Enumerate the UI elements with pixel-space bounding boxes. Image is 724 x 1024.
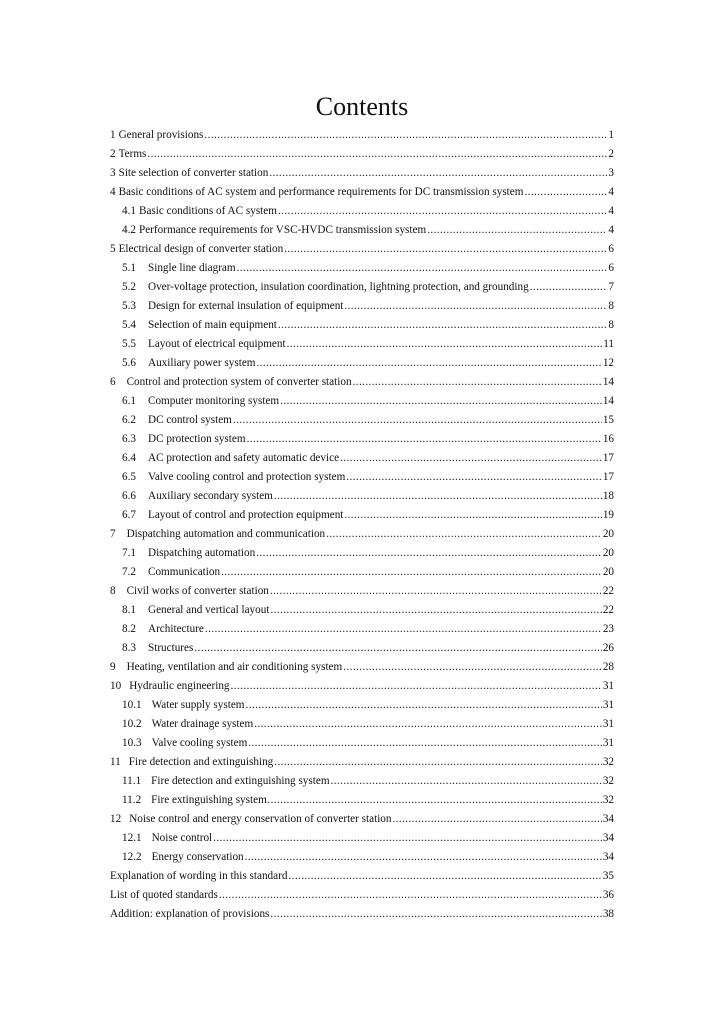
toc-entry-title — [110, 145, 146, 164]
toc-entry-number: 6.5 — [122, 471, 136, 483]
toc-entry-page-number: 38 — [602, 908, 614, 920]
toc-entry-page-number: 32 — [602, 756, 614, 768]
toc-entry-number: 8.2 — [122, 623, 136, 635]
toc-entry-number: 5.5 — [122, 338, 136, 350]
toc-entry-number: 11.1 — [122, 775, 142, 787]
toc-entry-page-number: 22 — [602, 585, 614, 597]
toc-entry-label: Computer monitoring system — [147, 395, 280, 407]
toc-entry-number: 6.4 — [122, 452, 136, 464]
toc-entry[interactable] — [110, 563, 614, 582]
toc-entry-page-number: 7 — [608, 281, 614, 293]
toc-entry-title — [122, 354, 256, 373]
toc-entry-label: Dispatching automation — [147, 547, 256, 559]
toc-entry[interactable] — [110, 373, 614, 392]
toc-entry-number: 5.1 — [122, 262, 136, 274]
toc-entry-title — [122, 601, 269, 620]
toc-entry[interactable] — [110, 715, 614, 734]
toc-entry-title — [110, 525, 325, 544]
toc-entry-label: Fire detection and extinguishing — [128, 756, 274, 768]
toc-entry-page-number: 34 — [602, 851, 614, 863]
dot-leader — [231, 677, 602, 696]
toc-entry-label: Performance requirements for VSC-HVDC transmission system — [138, 224, 427, 236]
dot-leader — [530, 278, 608, 297]
toc-entry-title — [122, 297, 343, 316]
toc-entry-title — [122, 696, 245, 715]
toc-entry[interactable] — [110, 658, 614, 677]
toc-entry-title — [110, 810, 392, 829]
toc-entry-title — [122, 221, 426, 240]
dot-leader — [270, 905, 601, 924]
toc-entry-number: 6.6 — [122, 490, 136, 502]
toc-entry-label: Explanation of wording in this standard — [110, 870, 288, 882]
toc-entry[interactable] — [110, 829, 614, 848]
toc-entry-label: Fire extinguishing system. — [151, 794, 270, 806]
toc-entry-title — [122, 430, 246, 449]
dot-leader — [274, 753, 602, 772]
toc-entry-page-number: 31 — [602, 699, 614, 711]
toc-entry-page-number: 22 — [602, 604, 614, 616]
toc-entry-title — [110, 183, 523, 202]
toc-entry-number: 4 — [110, 186, 116, 198]
dot-leader — [344, 297, 607, 316]
dot-leader — [284, 240, 607, 259]
toc-entry[interactable] — [110, 886, 614, 905]
dot-leader — [278, 316, 607, 335]
toc-entry-page-number: 19 — [602, 509, 614, 521]
toc-entry-title — [122, 734, 247, 753]
dot-leader — [524, 183, 607, 202]
toc-entry-page-number: 20 — [602, 528, 614, 540]
toc-entry-label: Energy conservation — [151, 851, 244, 863]
toc-entry[interactable] — [110, 601, 614, 620]
toc-entry[interactable] — [110, 848, 614, 867]
toc-entry-page-number: 2 — [608, 148, 614, 160]
toc-entry-page-number: 8 — [608, 319, 614, 331]
toc-entry-title — [110, 373, 352, 392]
toc-entry[interactable] — [110, 544, 614, 563]
toc-entry-page-number: 3 — [608, 167, 614, 179]
toc-entry-title — [122, 316, 277, 335]
toc-entry-number: 11 — [110, 756, 121, 768]
toc-entry-title — [122, 639, 193, 658]
toc-entry-number: 12 — [110, 813, 122, 825]
toc-entry-page-number: 6 — [608, 262, 614, 274]
toc-entry-title — [110, 753, 273, 772]
toc-entry-label: Noise control — [151, 832, 213, 844]
toc-entry-page-number: 14 — [602, 376, 614, 388]
toc-entry-page-number: 17 — [602, 452, 614, 464]
toc-entry-page-number: 28 — [602, 661, 614, 673]
toc-entry-title — [110, 867, 287, 886]
toc-entry-page-number: 32 — [602, 775, 614, 787]
toc-entry-number: 5.4 — [122, 319, 136, 331]
toc-entry-title — [122, 202, 277, 221]
toc-entry-label: Basic conditions of AC system and performance requirements for DC transmission system — [118, 186, 524, 198]
toc-entry-page-number: 15 — [602, 414, 614, 426]
toc-entry-label: Terms — [118, 148, 147, 160]
dot-leader — [269, 164, 607, 183]
dot-leader — [237, 259, 608, 278]
toc-entry[interactable] — [110, 582, 614, 601]
toc-entry-number: 6.2 — [122, 414, 136, 426]
toc-entry-number: 4.1 — [122, 205, 136, 217]
dot-leader — [254, 715, 602, 734]
table-of-contents — [110, 126, 614, 924]
toc-entry-number: 7 — [110, 528, 116, 540]
toc-entry-number: 12.2 — [122, 851, 142, 863]
toc-entry-number: 8.3 — [122, 642, 136, 654]
dot-leader — [326, 525, 602, 544]
toc-entry-title — [110, 582, 269, 601]
dot-leader — [287, 335, 603, 354]
toc-entry-page-number: 1 — [608, 129, 614, 141]
toc-entry-title — [122, 278, 529, 297]
toc-entry-title — [110, 886, 218, 905]
dot-leader — [270, 582, 602, 601]
toc-entry-page-number: 35 — [602, 870, 614, 882]
toc-entry[interactable] — [110, 810, 614, 829]
toc-entry-number: 5.2 — [122, 281, 136, 293]
toc-entry-page-number: 20 — [602, 547, 614, 559]
toc-entry-number: 10.2 — [122, 718, 142, 730]
toc-entry-label: DC protection system — [147, 433, 246, 445]
toc-entry[interactable] — [110, 696, 614, 715]
toc-entry-label: Single line diagram — [147, 262, 236, 274]
dot-leader — [247, 430, 602, 449]
toc-entry[interactable] — [110, 335, 614, 354]
dot-leader — [270, 601, 601, 620]
toc-entry-number: 1 — [110, 129, 116, 141]
toc-entry-number: 6.3 — [122, 433, 136, 445]
toc-entry-title — [122, 449, 339, 468]
toc-entry-title — [122, 392, 279, 411]
toc-entry[interactable] — [110, 867, 614, 886]
toc-entry-number: 11.2 — [122, 794, 142, 806]
toc-entry-label: Auxiliary power system — [147, 357, 256, 369]
toc-entry-label: Communication — [147, 566, 221, 578]
toc-entry-number: 2 — [110, 148, 116, 160]
toc-entry-title — [110, 905, 269, 924]
toc-entry-number: 6.7 — [122, 509, 136, 521]
toc-entry-number: 8.1 — [122, 604, 136, 616]
toc-entry-title — [122, 715, 253, 734]
toc-entry-number: 10.3 — [122, 737, 142, 749]
dot-leader — [343, 658, 602, 677]
toc-entry-title — [110, 164, 268, 183]
toc-entry-page-number: 14 — [602, 395, 614, 407]
toc-entry-label: List of quoted standards — [110, 889, 218, 901]
toc-entry[interactable] — [110, 202, 614, 221]
toc-entry-number: 7.2 — [122, 566, 136, 578]
toc-entry[interactable] — [110, 354, 614, 373]
toc-entry-title — [122, 411, 232, 430]
toc-entry[interactable] — [110, 430, 614, 449]
toc-entry[interactable] — [110, 525, 614, 544]
dot-leader — [280, 392, 602, 411]
toc-entry-number: 10 — [110, 680, 122, 692]
toc-entry-title — [110, 240, 283, 259]
dot-leader — [219, 886, 602, 905]
toc-entry-label: Fire detection and extinguishing system — [151, 775, 330, 787]
toc-entry[interactable] — [110, 677, 614, 696]
dot-leader — [340, 449, 602, 468]
dot-leader — [221, 563, 602, 582]
dot-leader — [257, 354, 602, 373]
dot-leader — [271, 791, 602, 810]
toc-entry-label: Layout of electrical equipment — [147, 338, 286, 350]
toc-entry-label: Noise control and energy conservation of converter station — [129, 813, 392, 825]
toc-entry-title — [122, 791, 270, 810]
dot-leader — [274, 487, 602, 506]
toc-entry-page-number: 34 — [602, 832, 614, 844]
toc-entry-label: Water drainage system — [151, 718, 254, 730]
dot-leader — [233, 411, 602, 430]
toc-entry-title — [122, 563, 220, 582]
toc-entry-title — [122, 506, 343, 525]
toc-entry-label: Valve cooling system — [151, 737, 248, 749]
toc-entry-number: 8 — [110, 585, 116, 597]
toc-entry-label: Valve cooling control and protection system — [147, 471, 346, 483]
page-title: Contents — [315, 92, 409, 121]
toc-entry-label: Over-voltage protection, insulation coordination, lightning protection, and grounding — [147, 281, 529, 293]
toc-entry[interactable] — [110, 278, 614, 297]
dot-leader — [248, 734, 602, 753]
toc-entry-label: General and vertical layout — [147, 604, 270, 616]
toc-entry[interactable] — [110, 791, 614, 810]
toc-entry[interactable] — [110, 449, 614, 468]
dot-leader — [194, 639, 601, 658]
toc-entry-label: Civil works of converter station — [126, 585, 269, 597]
toc-entry-page-number: 17 — [602, 471, 614, 483]
toc-entry[interactable] — [110, 164, 614, 183]
toc-entry[interactable] — [110, 411, 614, 430]
dot-leader — [246, 696, 602, 715]
toc-entry-label: General provisions — [118, 129, 204, 141]
toc-entry[interactable] — [110, 487, 614, 506]
toc-entry-page-number: 18 — [602, 490, 614, 502]
toc-entry-title — [122, 772, 330, 791]
toc-entry-title — [110, 126, 203, 145]
toc-entry-label: Auxiliary secondary system — [147, 490, 273, 502]
toc-entry-label: Control and protection system of converter station — [126, 376, 352, 388]
toc-entry-page-number: 4 — [608, 224, 614, 236]
toc-entry-page-number: 4 — [608, 186, 614, 198]
toc-entry-page-number: 23 — [602, 623, 614, 635]
toc-entry-label: Layout of control and protection equipment — [147, 509, 344, 521]
toc-entry-label: Site selection of converter station — [118, 167, 269, 179]
toc-entry-label: Heating, ventilation and air conditioning system — [126, 661, 343, 673]
toc-entry[interactable] — [110, 620, 614, 639]
dot-leader — [213, 829, 602, 848]
dot-leader — [331, 772, 602, 791]
toc-entry-number: 9 — [110, 661, 116, 673]
toc-entry-number: 5.3 — [122, 300, 136, 312]
dot-leader — [288, 867, 601, 886]
dot-leader — [147, 145, 607, 164]
toc-entry[interactable] — [110, 240, 614, 259]
toc-entry-label: Design for external insulation of equipment — [147, 300, 344, 312]
toc-entry-page-number: 31 — [602, 718, 614, 730]
toc-entry-page-number: 4 — [608, 205, 614, 217]
dot-leader — [344, 506, 601, 525]
toc-entry-label: Electrical design of converter station — [118, 243, 284, 255]
dot-leader — [393, 810, 602, 829]
toc-entry-title — [122, 620, 204, 639]
toc-entry[interactable] — [110, 297, 614, 316]
toc-entry[interactable] — [110, 734, 614, 753]
toc-entry-number: 10.1 — [122, 699, 142, 711]
toc-entry-page-number: 6 — [608, 243, 614, 255]
dot-leader — [278, 202, 607, 221]
dot-leader — [256, 544, 602, 563]
toc-entry[interactable] — [110, 392, 614, 411]
toc-entry-page-number: 8 — [608, 300, 614, 312]
toc-entry-page-number: 16 — [602, 433, 614, 445]
toc-entry-page-number: 12 — [602, 357, 614, 369]
toc-entry-title — [122, 544, 255, 563]
toc-entry[interactable] — [110, 316, 614, 335]
toc-entry-title — [110, 658, 342, 677]
dot-leader — [245, 848, 602, 867]
toc-entry-page-number: 34 — [602, 813, 614, 825]
toc-entry-page-number: 11 — [603, 338, 614, 350]
toc-entry[interactable] — [110, 639, 614, 658]
dot-leader — [205, 620, 602, 639]
toc-entry[interactable] — [110, 126, 614, 145]
toc-entry-title — [122, 487, 273, 506]
toc-entry-label: Structures — [147, 642, 194, 654]
toc-entry-page-number: 32 — [602, 794, 614, 806]
dot-leader — [427, 221, 607, 240]
toc-entry-label: Architecture — [147, 623, 204, 635]
toc-entry-number: 7.1 — [122, 547, 136, 559]
toc-entry-page-number: 26 — [602, 642, 614, 654]
toc-entry-number: 3 — [110, 167, 116, 179]
toc-entry[interactable] — [110, 221, 614, 240]
dot-leader — [346, 468, 602, 487]
toc-entry-number: 4.2 — [122, 224, 136, 236]
toc-entry-title — [122, 335, 286, 354]
toc-entry-page-number: 31 — [602, 680, 614, 692]
toc-entry[interactable] — [110, 772, 614, 791]
toc-entry-label: Basic conditions of AC system — [138, 205, 277, 217]
toc-entry-page-number: 31 — [602, 737, 614, 749]
toc-entry-title — [122, 829, 212, 848]
toc-entry-label: AC protection and safety automatic device — [147, 452, 340, 464]
toc-entry[interactable] — [110, 259, 614, 278]
toc-entry-label: Hydraulic engineering — [129, 680, 230, 692]
toc-entry-label: DC control system — [147, 414, 232, 426]
toc-entry-number: 6.1 — [122, 395, 136, 407]
toc-entry-title — [122, 259, 236, 278]
toc-entry-number: 5 — [110, 243, 116, 255]
toc-entry-title — [122, 848, 244, 867]
toc-entry-label: Addition: explanation of provisions — [110, 908, 270, 920]
toc-entry-number: 12.1 — [122, 832, 142, 844]
toc-entry-page-number: 20 — [602, 566, 614, 578]
toc-entry-label: Dispatching automation and communication — [126, 528, 326, 540]
toc-entry[interactable] — [110, 905, 614, 924]
dot-leader — [204, 126, 607, 145]
toc-entry-label: Water supply system — [151, 699, 245, 711]
toc-entry-number: 5.6 — [122, 357, 136, 369]
toc-entry-page-number: 36 — [602, 889, 614, 901]
toc-entry-number: 6 — [110, 376, 116, 388]
toc-entry[interactable] — [110, 506, 614, 525]
toc-entry[interactable] — [110, 468, 614, 487]
toc-entry[interactable] — [110, 183, 614, 202]
dot-leader — [353, 373, 602, 392]
toc-entry[interactable] — [110, 753, 614, 772]
toc-entry-title — [122, 468, 345, 487]
toc-entry-label: Selection of main equipment — [147, 319, 277, 331]
toc-entry-title — [110, 677, 230, 696]
toc-entry[interactable] — [110, 145, 614, 164]
